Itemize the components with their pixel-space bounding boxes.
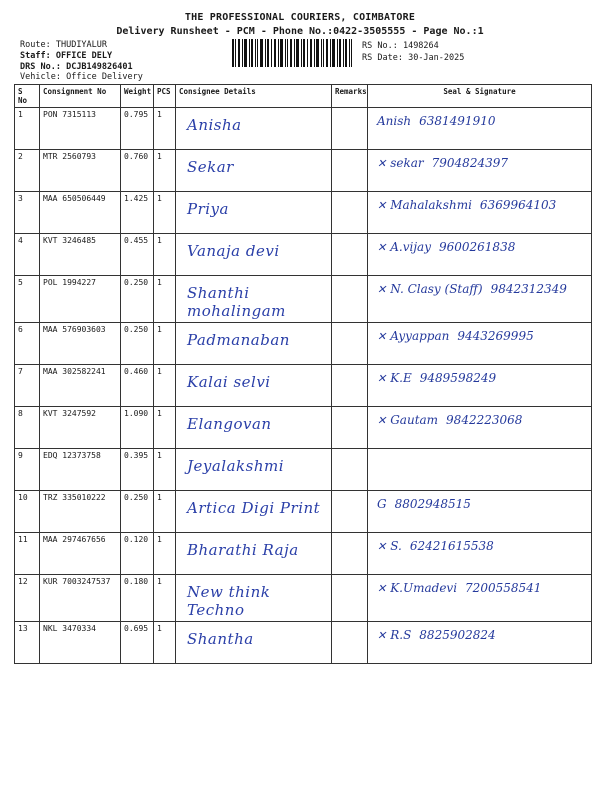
row-sno: 3 xyxy=(15,192,40,234)
row-remarks xyxy=(332,575,368,622)
row-weight: 0.250 xyxy=(121,323,154,365)
signature-name: Ayyappan xyxy=(390,329,450,343)
col-remarks: Remarks xyxy=(332,85,368,108)
consignee-handwriting: Artica Digi Print xyxy=(187,499,321,517)
row-consignment-no: TRZ 335010222 xyxy=(40,491,121,533)
table-row xyxy=(15,575,592,622)
signature-name: Mahalakshmi xyxy=(390,198,472,212)
col-sno: S No xyxy=(15,85,40,108)
signature xyxy=(377,240,588,254)
staff-value: OFFICE DELY xyxy=(55,51,113,61)
row-signature xyxy=(368,622,592,664)
row-weight: 0.760 xyxy=(121,150,154,192)
row-consignment-no: MAA 302582241 xyxy=(40,365,121,407)
table-row xyxy=(15,323,592,365)
table-row xyxy=(15,622,592,664)
row-consignment-no: MAA 650506449 xyxy=(40,192,121,234)
col-consignment-no: Consignment No xyxy=(40,85,121,108)
cross-mark-icon: ✕ xyxy=(377,629,387,642)
col-weight: Weight xyxy=(121,85,154,108)
row-signature xyxy=(368,323,592,365)
row-pcs: 1 xyxy=(154,108,176,150)
row-signature xyxy=(368,108,592,150)
row-consignee xyxy=(176,108,332,150)
row-pcs: 1 xyxy=(154,192,176,234)
row-sno: 10 xyxy=(15,491,40,533)
signature xyxy=(377,156,588,170)
signature xyxy=(377,413,588,427)
cross-mark-icon: ✕ xyxy=(377,330,387,343)
row-consignment-no: MTR 2560793 xyxy=(40,150,121,192)
signature xyxy=(377,198,588,212)
row-sno: 7 xyxy=(15,365,40,407)
signature-phone: 7904824397 xyxy=(431,156,508,170)
table-row xyxy=(15,108,592,150)
row-consignee xyxy=(176,150,332,192)
col-consignee: Consignee Details xyxy=(176,85,332,108)
row-signature xyxy=(368,533,592,575)
consignee-handwriting: Anisha xyxy=(187,116,242,134)
row-consignment-no: POL 1994227 xyxy=(40,276,121,323)
signature-phone: 9842312349 xyxy=(490,282,567,296)
row-remarks xyxy=(332,622,368,664)
cross-mark-icon: ✕ xyxy=(377,372,387,385)
row-remarks xyxy=(332,449,368,491)
rs-number-label: RS No.: xyxy=(362,41,398,51)
signature xyxy=(377,497,588,511)
table-row xyxy=(15,276,592,323)
consignee-handwriting: Shanthi mohalingam xyxy=(187,284,286,320)
cross-mark-icon: ✕ xyxy=(377,414,387,427)
runsheet-table xyxy=(14,84,592,664)
row-weight: 1.090 xyxy=(121,407,154,449)
row-signature xyxy=(368,407,592,449)
row-consignment-no: KVT 3247592 xyxy=(40,407,121,449)
consignee-handwriting: Bharathi Raja xyxy=(187,541,299,559)
signature-name: N. Clasy (Staff) xyxy=(390,282,483,296)
row-consignee xyxy=(176,234,332,276)
row-signature xyxy=(368,276,592,323)
consignee-handwriting: Vanaja devi xyxy=(187,242,280,260)
vehicle-label: Vehicle: xyxy=(20,72,61,82)
signature-name: R.S xyxy=(390,628,412,642)
cross-mark-icon: ✕ xyxy=(377,283,387,296)
row-weight: 0.250 xyxy=(121,491,154,533)
table-row xyxy=(15,365,592,407)
row-weight: 0.120 xyxy=(121,533,154,575)
consignee-handwriting: Elangovan xyxy=(187,415,272,433)
signature-name: K.Umadevi xyxy=(390,581,458,595)
table-row xyxy=(15,192,592,234)
row-consignee xyxy=(176,192,332,234)
row-remarks xyxy=(332,533,368,575)
row-sno: 5 xyxy=(15,276,40,323)
row-weight: 0.695 xyxy=(121,622,154,664)
signature-phone: 6369964103 xyxy=(479,198,557,212)
row-consignment-no: PON 7315113 xyxy=(40,108,121,150)
rs-date-value: 30-Jan-2025 xyxy=(408,53,465,63)
signature-name: G xyxy=(377,497,387,511)
row-pcs: 1 xyxy=(154,365,176,407)
row-remarks xyxy=(332,150,368,192)
row-consignment-no: NKL 3470334 xyxy=(40,622,121,664)
drs-line xyxy=(20,62,133,72)
vehicle-line xyxy=(20,72,143,82)
row-signature xyxy=(368,192,592,234)
row-sno: 8 xyxy=(15,407,40,449)
row-signature xyxy=(368,575,592,622)
drs-label: DRS No.: xyxy=(20,62,61,72)
row-remarks xyxy=(332,323,368,365)
row-consignee xyxy=(176,533,332,575)
signature xyxy=(377,114,588,128)
row-remarks xyxy=(332,407,368,449)
row-sno: 11 xyxy=(15,533,40,575)
consignee-handwriting: Sekar xyxy=(187,158,234,176)
signature-name: A.vijay xyxy=(390,240,431,254)
signature-name: Gautam xyxy=(390,413,439,427)
row-consignment-no: KVT 3246485 xyxy=(40,234,121,276)
vehicle-value: Office Delivery xyxy=(66,72,143,82)
runsheet-subtitle: Delivery Runsheet - PCM - Phone No.:0422-3505555 - Page No.:1 xyxy=(116,26,484,37)
barcode xyxy=(232,39,352,67)
row-remarks xyxy=(332,108,368,150)
signature-phone: 9600261838 xyxy=(438,240,516,254)
row-sno: 4 xyxy=(15,234,40,276)
row-remarks xyxy=(332,192,368,234)
signature-phone: 8825902824 xyxy=(419,628,496,642)
rs-number xyxy=(362,41,439,51)
rs-number-value: 1498264 xyxy=(402,41,439,51)
row-sno: 2 xyxy=(15,150,40,192)
staff-line xyxy=(20,51,112,61)
row-remarks xyxy=(332,234,368,276)
row-weight: 0.250 xyxy=(121,276,154,323)
row-pcs: 1 xyxy=(154,533,176,575)
col-signature: Seal & Signature xyxy=(368,85,592,108)
row-pcs: 1 xyxy=(154,150,176,192)
row-sno: 1 xyxy=(15,108,40,150)
consignee-handwriting: Priya xyxy=(187,200,229,218)
row-pcs: 1 xyxy=(154,622,176,664)
consignee-handwriting: Padmanaban xyxy=(187,331,290,349)
row-consignee xyxy=(176,323,332,365)
signature-phone: 9842223068 xyxy=(446,413,523,427)
row-consignee xyxy=(176,365,332,407)
rs-date xyxy=(362,53,464,63)
row-consignment-no: KUR 7003247537 xyxy=(40,575,121,622)
signature-phone: 9443269995 xyxy=(457,329,534,343)
consignee-handwriting: Shantha xyxy=(187,630,254,648)
row-sno: 13 xyxy=(15,622,40,664)
signature xyxy=(377,628,588,642)
route-line xyxy=(20,40,107,50)
cross-mark-icon: ✕ xyxy=(377,582,387,595)
col-pcs: PCS xyxy=(154,85,176,108)
consignee-handwriting: New think Techno xyxy=(187,583,271,619)
row-signature xyxy=(368,449,592,491)
cross-mark-icon: ✕ xyxy=(377,540,387,553)
row-consignee xyxy=(176,276,332,323)
row-consignee xyxy=(176,622,332,664)
consignee-handwriting: Jeyalakshmi xyxy=(187,457,285,475)
row-signature xyxy=(368,491,592,533)
row-sno: 9 xyxy=(15,449,40,491)
table-row xyxy=(15,491,592,533)
signature xyxy=(377,539,588,553)
row-consignee xyxy=(176,449,332,491)
signature-phone: 9489598249 xyxy=(419,371,497,385)
cross-mark-icon: ✕ xyxy=(377,241,387,254)
signature-name: S. xyxy=(390,539,402,553)
row-pcs: 1 xyxy=(154,323,176,365)
row-weight: 0.460 xyxy=(121,365,154,407)
row-sno: 6 xyxy=(15,323,40,365)
signature xyxy=(377,371,588,385)
signature-name: sekar xyxy=(390,156,424,170)
table-row xyxy=(15,407,592,449)
cross-mark-icon: ✕ xyxy=(377,157,387,170)
drs-value: DCJB149826401 xyxy=(66,62,133,72)
staff-label: Staff: xyxy=(20,51,51,61)
rs-date-label: RS Date: xyxy=(362,53,403,63)
row-weight: 0.455 xyxy=(121,234,154,276)
row-signature xyxy=(368,365,592,407)
route-value: THUDIYALUR xyxy=(55,40,108,50)
row-consignment-no: MAA 297467656 xyxy=(40,533,121,575)
row-consignment-no: MAA 576903603 xyxy=(40,323,121,365)
cross-mark-icon: ✕ xyxy=(377,199,387,212)
table-row xyxy=(15,234,592,276)
signature-phone: 62421615538 xyxy=(409,539,494,553)
signature xyxy=(377,329,588,343)
signature-phone: 6381491910 xyxy=(419,114,496,128)
row-weight: 0.395 xyxy=(121,449,154,491)
row-pcs: 1 xyxy=(154,575,176,622)
signature xyxy=(377,282,588,296)
row-pcs: 1 xyxy=(154,449,176,491)
consignee-handwriting: Kalai selvi xyxy=(187,373,271,391)
row-remarks xyxy=(332,276,368,323)
row-remarks xyxy=(332,491,368,533)
row-sno: 12 xyxy=(15,575,40,622)
runsheet-title: THE PROFESSIONAL COURIERS, COIMBATORE xyxy=(184,12,416,23)
row-weight: 0.180 xyxy=(121,575,154,622)
signature xyxy=(377,455,588,469)
signature-name: K.E xyxy=(390,371,412,385)
row-pcs: 1 xyxy=(154,234,176,276)
table-row xyxy=(15,449,592,491)
signature-name: Anish xyxy=(377,114,412,128)
table-row xyxy=(15,533,592,575)
table-row xyxy=(15,150,592,192)
row-signature xyxy=(368,150,592,192)
row-pcs: 1 xyxy=(154,276,176,323)
row-remarks xyxy=(332,365,368,407)
row-consignee xyxy=(176,575,332,622)
signature-phone: 8802948515 xyxy=(394,497,471,511)
row-pcs: 1 xyxy=(154,407,176,449)
row-consignee xyxy=(176,407,332,449)
table-header-row xyxy=(15,85,592,108)
signature xyxy=(377,581,588,595)
route-label: Route: xyxy=(20,40,51,50)
row-consignment-no: EDQ 12373758 xyxy=(40,449,121,491)
row-signature xyxy=(368,234,592,276)
row-pcs: 1 xyxy=(154,491,176,533)
signature-phone: 7200558541 xyxy=(465,581,542,595)
row-weight: 1.425 xyxy=(121,192,154,234)
row-weight: 0.795 xyxy=(121,108,154,150)
row-consignee xyxy=(176,491,332,533)
